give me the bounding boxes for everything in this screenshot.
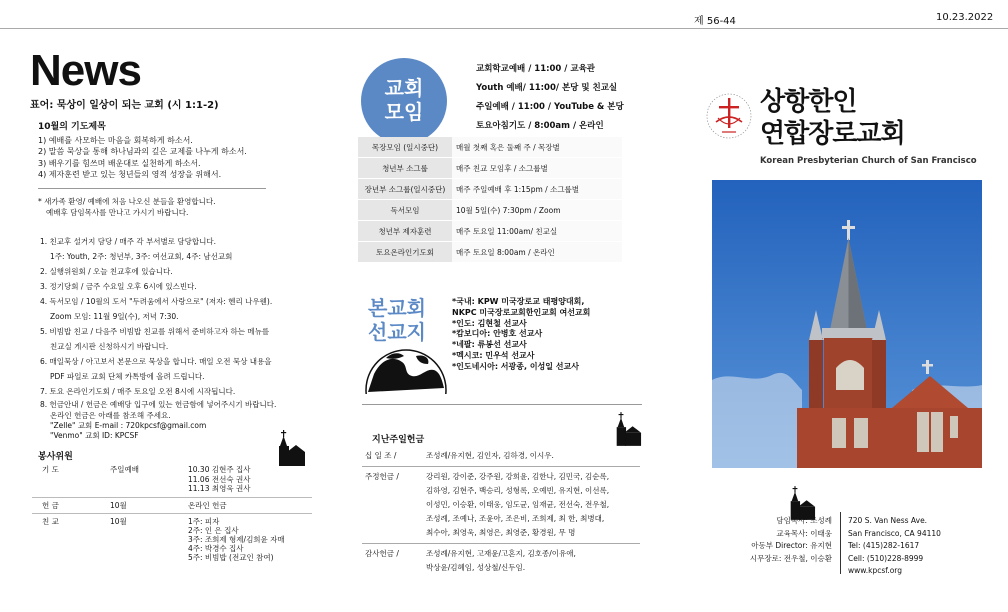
staff-item: 시무장로: 전우철, 이승환 <box>749 553 832 563</box>
offering-names: 강리원, 강이준, 강주원, 강희윤, 김한나, 김민국, 김순록, 김하영, 김현주, 백승리, 성형록, 오예빈, 유지현, 이선록, 이성민, 이승환, 이태웅, 임도균, 임재균, 전선숙, 전우철, 조성례, 조예나, 조윤아, 조은비, 조희제, 최 한, 최병대, 최수아, 최영욱, 최영은, 최영준, 황경원, 무 명 <box>423 467 640 544</box>
church-name-line: 상항한인 <box>760 87 857 117</box>
table-row <box>358 179 622 200</box>
staff-item: 담임목사: 조성례 <box>776 516 832 525</box>
service-when: 주일예배 <box>106 462 184 497</box>
welcome-line: 예배후 담임목사를 만나고 가시기 바랍니다. <box>46 208 189 217</box>
offering-names: 조성례/유지현, 김인자, 김하경, 이시우. <box>423 446 640 467</box>
news-item: 1. 친교후 설거지 담당 / 매주 각 부서별로 담당합니다. <box>40 237 217 246</box>
meeting-name: 토요온라인기도회 <box>358 242 452 263</box>
issue-date: 10.23.2022 <box>936 12 994 23</box>
offering-table <box>362 446 640 578</box>
prayer-item: 2) 말씀 묵상을 통해 하나님과의 깊은 교제를 나누게 하소서. <box>38 147 247 156</box>
prayer-item: 1) 예배를 사모하는 마음을 회복하게 하소서. <box>38 135 193 145</box>
news-item: PDF 파일로 교회 단체 카톡방에 올려 드립니다. <box>50 372 205 381</box>
table-row <box>32 497 312 514</box>
meeting-name: 청년부 소그룹 <box>358 158 452 179</box>
badge-line: 교회 <box>384 76 424 100</box>
mission-item: *캄보디아: 안병호 선교사 <box>452 329 543 339</box>
church-silhouette-icon <box>612 410 642 448</box>
news-item: Zoom 모임: 11월 9일(수), 저녁 7:30. <box>50 312 179 321</box>
news-item: 2. 실행위원회 / 오늘 친교후에 있습니다. <box>40 267 173 276</box>
meeting-time: 매주 친교 모임후 / 소그룹별 <box>452 158 622 179</box>
church-photo <box>712 180 982 468</box>
meeting-time: 10월 5일(수) 7:30pm / Zoom <box>452 200 622 221</box>
news-item: "Zelle" 교회 E-mail : 720kpcsf@gmail.com <box>50 421 207 430</box>
website-link[interactable]: www.kpcsf.org <box>848 566 903 575</box>
meeting-time: 매주 토요일 8:00am / 온라인 <box>452 242 622 263</box>
mission-item: *국내: KPW 미국장로교 태평양대회, <box>452 297 585 306</box>
prayer-section <box>38 122 273 181</box>
issue-number: 제 56-44 <box>694 16 736 27</box>
meeting-name: 독서모임 <box>358 200 452 221</box>
presbyterian-seal-icon <box>702 88 756 150</box>
news-list <box>40 234 298 441</box>
service-who: 10.30 김현주 집사 11.06 전선숙 권사 11.13 최영욱 권사 <box>184 462 312 497</box>
globe-icon <box>364 344 448 394</box>
meeting-name: 목장모임 (일시중단) <box>358 137 452 158</box>
service-role: 친 교 <box>42 517 59 526</box>
news-item: 3. 정기당회 / 금주 수요일 오후 6시에 있스빈다. <box>40 282 197 291</box>
prayer-item: 3) 배우기를 힘쓰며 배운대로 실천하게 하소서. <box>38 158 201 168</box>
table-row <box>358 221 622 242</box>
mission-title-line: 선교지 <box>368 320 426 344</box>
church-address <box>848 515 941 578</box>
divider <box>362 404 642 405</box>
prayer-item: 4) 제자훈련 받고 있는 청년들의 영적 성장을 위해서. <box>38 170 222 179</box>
news-item: 5. 비빔밥 친교 / 다음주 비빔밥 친교를 위해서 준비하고자 하는 메뉴를 <box>40 327 270 336</box>
address-line: San Francisco, CA 94110 <box>848 528 941 538</box>
offering-names: 조성례/유지현, 고재윤/고혼지, 김호종/이유애, 박상윤/김혜임, 성상철/신두임. <box>426 549 576 572</box>
meetings-badge <box>361 58 447 144</box>
meetings-table <box>358 137 622 263</box>
table-row <box>358 242 622 263</box>
service-who: 1주: 피자 2주: 인 은 집사 3주: 조희제 형제/김희윤 자매 4주: 박경수 집사 5주: 비빔밥 (전교인 참여) <box>188 517 285 562</box>
cell-phone: Cell: (510)228-8999 <box>848 553 924 563</box>
staff-item: 아동부 Director: 유지현 <box>751 541 832 550</box>
mission-title <box>368 296 426 344</box>
news-item: 8. 헌금안내 / 헌금은 예배당 입구에 있는 헌금함에 넣어주시기 바랍니다. <box>40 400 277 409</box>
news-item: 온라인 헌금은 아래를 참조해 주세요. <box>50 411 171 420</box>
mission-list <box>452 297 590 373</box>
schedule-item: 교회학교예배 / 11:00 / 교육관 <box>476 64 596 74</box>
service-who: 온라인 헌금 <box>184 497 312 514</box>
service-table <box>32 462 312 565</box>
mission-item: *멕시코: 민우석 선교사 <box>452 350 535 360</box>
news-item: 1주: Youth, 2주: 청년부, 3주: 여선교회, 4주: 남선교회 <box>50 252 233 261</box>
table-row <box>32 514 312 566</box>
service-when: 10월 <box>110 517 127 526</box>
mission-item: NKPC 미국장로교회한인교회 여선교회 <box>452 307 591 317</box>
meeting-time: 매주 토요일 11:00am/ 친교실 <box>452 221 622 242</box>
offering-kind: 주정헌금 / <box>362 467 423 544</box>
news-item: 친교실 게시판 신청하시기 바랍니다. <box>50 342 169 351</box>
service-role: 기 도 <box>32 462 106 497</box>
service-title: 봉사위원 <box>38 452 73 462</box>
news-title: News <box>30 46 141 95</box>
table-row <box>32 462 312 497</box>
schedule-item: 주일예배 / 11:00 / YouTube & 본당 <box>476 102 624 112</box>
news-item: 6. 매일묵상 / 아고보서 본문으로 묵상을 합니다. 매일 오전 묵상 내용을 <box>40 357 272 366</box>
service-role: 헌 금 <box>32 497 106 514</box>
divider <box>38 188 266 189</box>
news-item: 7. 토요 온라인기도회 / 매주 토요일 오전 8시에 시작됩니다. <box>40 387 236 396</box>
prayer-title: 10월의 기도제목 <box>38 122 106 132</box>
church-name <box>760 86 905 150</box>
welcome-note <box>38 196 273 218</box>
offering-kind: 감사헌금 / <box>365 549 399 558</box>
mission-title-line: 본교회 <box>368 296 426 320</box>
header-divider <box>0 28 1008 29</box>
meeting-time: 매월 첫째 혹은 둘째 주 / 목장별 <box>452 137 622 158</box>
staff-item: 교육목사: 이태웅 <box>776 528 832 538</box>
worship-schedule <box>476 60 624 136</box>
table-row <box>362 467 640 544</box>
church-name-line: 연합장로교회 <box>760 119 905 149</box>
news-item: "Venmo" 교회 ID: KPCSF <box>50 431 139 440</box>
offering-title: 지난주일헌금 <box>372 435 425 445</box>
meeting-name: 청년부 제자훈련 <box>358 221 452 242</box>
schedule-item: 토요아침기도 / 8:00am / 온라인 <box>476 121 604 131</box>
news-item: 4. 독서모임 / 10월의 도서 "두려움에서 사랑으로" (저자: 헨리 나우웬). <box>40 297 273 306</box>
church-name-english: Korean Presbyterian Church of San Francisco <box>760 156 977 166</box>
motto: 표어: 묵상이 일상이 되는 교회 (시 1:1-2) <box>30 100 219 111</box>
table-row <box>358 200 622 221</box>
meeting-time: 매주 주일예배 후 1:15pm / 소그룹별 <box>452 179 622 200</box>
mission-item: *네팔: 류봉선 선교사 <box>452 340 527 350</box>
mission-item: *인도네시아: 서광종, 이성일 선교사 <box>452 361 579 371</box>
table-row <box>362 446 640 467</box>
staff-list <box>718 515 832 565</box>
meeting-name: 장년부 소그룹(일시중단) <box>358 179 452 200</box>
mission-item: *인도: 김현철 선교사 <box>452 318 527 328</box>
welcome-line: * 새가족 환영/ 예배에 처음 나오신 분들을 환영합니다. <box>38 197 216 206</box>
offering-kind: 십 일 조 / <box>362 446 423 467</box>
divider <box>840 512 841 574</box>
phone: Tel: (415)282-1617 <box>848 541 920 550</box>
service-when: 10월 <box>106 497 184 514</box>
address-line: 720 S. Van Ness Ave. <box>848 516 928 525</box>
table-row <box>358 137 622 158</box>
schedule-item: Youth 예배/ 11:00/ 본당 및 친교실 <box>476 83 618 93</box>
table-row <box>362 544 640 579</box>
badge-line: 모임 <box>384 100 424 124</box>
table-row <box>358 158 622 179</box>
